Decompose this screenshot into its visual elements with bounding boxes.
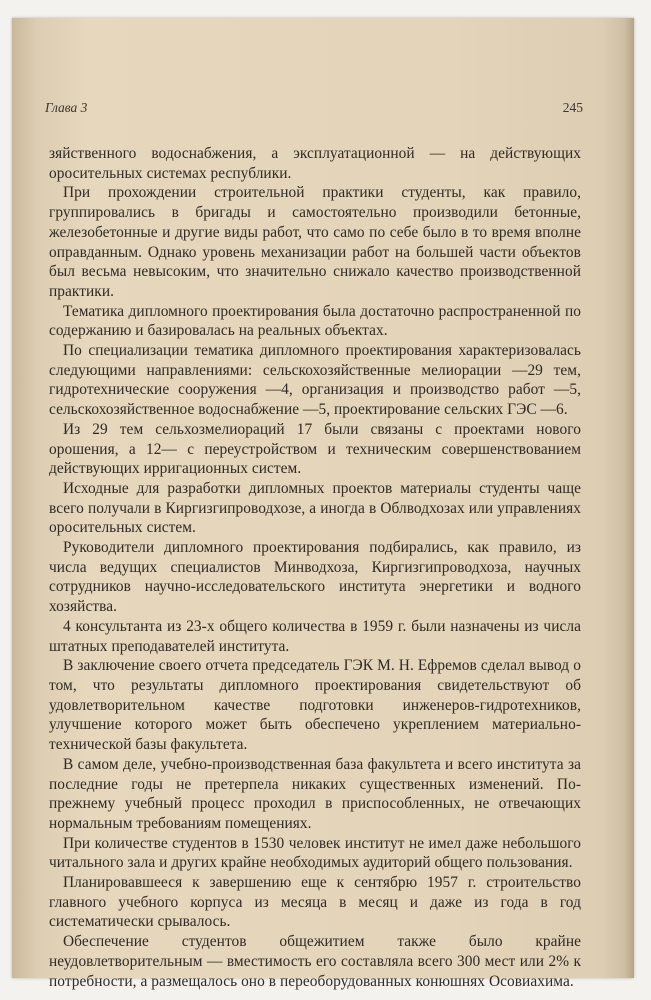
paragraph: Исходные для разработки дипломных проектов материалы студенты чаще всего получали в Киргизгипроводхозе, а иногда в Облводхозах или управлениях оросительных систем. [49,479,581,537]
paragraph: Планировавшееся к завершению еще к сентябрю 1957 г. строительство главного учебного корпуса из месяца в месяц и даже из года в год систематически срывалось. [49,874,581,931]
chapter-title: Глава 3 [45,100,88,115]
paragraph: В самом деле, учебно-производственная база факультета и всего института за последние годы не претерпела никаких существенных изменений. По-прежнему учебный процесс проходил в приспособленных, не отвечающих нормальным требованиям помещениях. [49,755,581,832]
body-text [49,144,581,991]
paragraph: В заключение своего отчета председатель ГЭК М. Н. Ефремов сделал вывод о том, что результаты дипломного проектирования свидетельствуют об удовлетворительном качестве подготовки инженеров-гидротехников, улучшение которого может быть обеспечено укреплением материально-технической базы факультета. [49,657,581,754]
paragraph: Из 29 тем сельхозмелиораций 17 были связаны с проектами нового орошения, а 12— с переустройством и техническим совершенствованием действующих ирригационных систем. [49,420,581,478]
paragraph: Обеспечение студентов общежитием также было крайне неудовлетворительным — вместимость его составляла всего 300 мест или 2% к потребности, а размещалось оно в переоборудованных конюшнях Осовиахима. [49,933,581,990]
page-number: 245 [562,100,583,115]
paragraph: По специализации тематика дипломного проектирования характеризовалась следующими направлениями: сельскохозяйственные мелиорации —29 тем, гидротехнические сооружения —4, организация и производство работ —5, сельскохозяйственное водоснабжение —5, проектирование сельских ГЭС —6. [49,342,581,419]
paragraph: Руководители дипломного проектирования подбирались, как правило, из числа ведущих специалистов Минводхоза, Киргизгипроводхоза, научных сотрудников научно-исследовательского института энергетики и водного хозяйства. [49,539,581,616]
paragraph: зяйственного водоснабжения, а эксплуатационной — на действующих оросительных системах республики. [49,145,581,182]
paragraph: При количестве студентов в 1530 человек институт не имел даже небольшого читального зала и других крайне необходимых аудиторий общего пользования. [49,834,581,872]
running-header [45,100,583,120]
paragraph: Тематика дипломного проектирования была достаточно распространенной по содержанию и базировалась на реальных объектах. [49,302,581,340]
paragraph: При прохождении строительной практики студенты, как правило, группировались в бригады и самостоятельно производили бетонные, железобетонные и другие виды работ, что само по себе было в то время вполне оправданным. Однако уровень механизации работ на большей части объектов был весьма невысоким, что значительно снижало качество производственной практики. [49,184,581,300]
paragraph: 4 консультанта из 23-х общего количества в 1959 г. были назначены из числа штатных преподавателей института. [49,617,581,655]
book-page [12,18,634,990]
